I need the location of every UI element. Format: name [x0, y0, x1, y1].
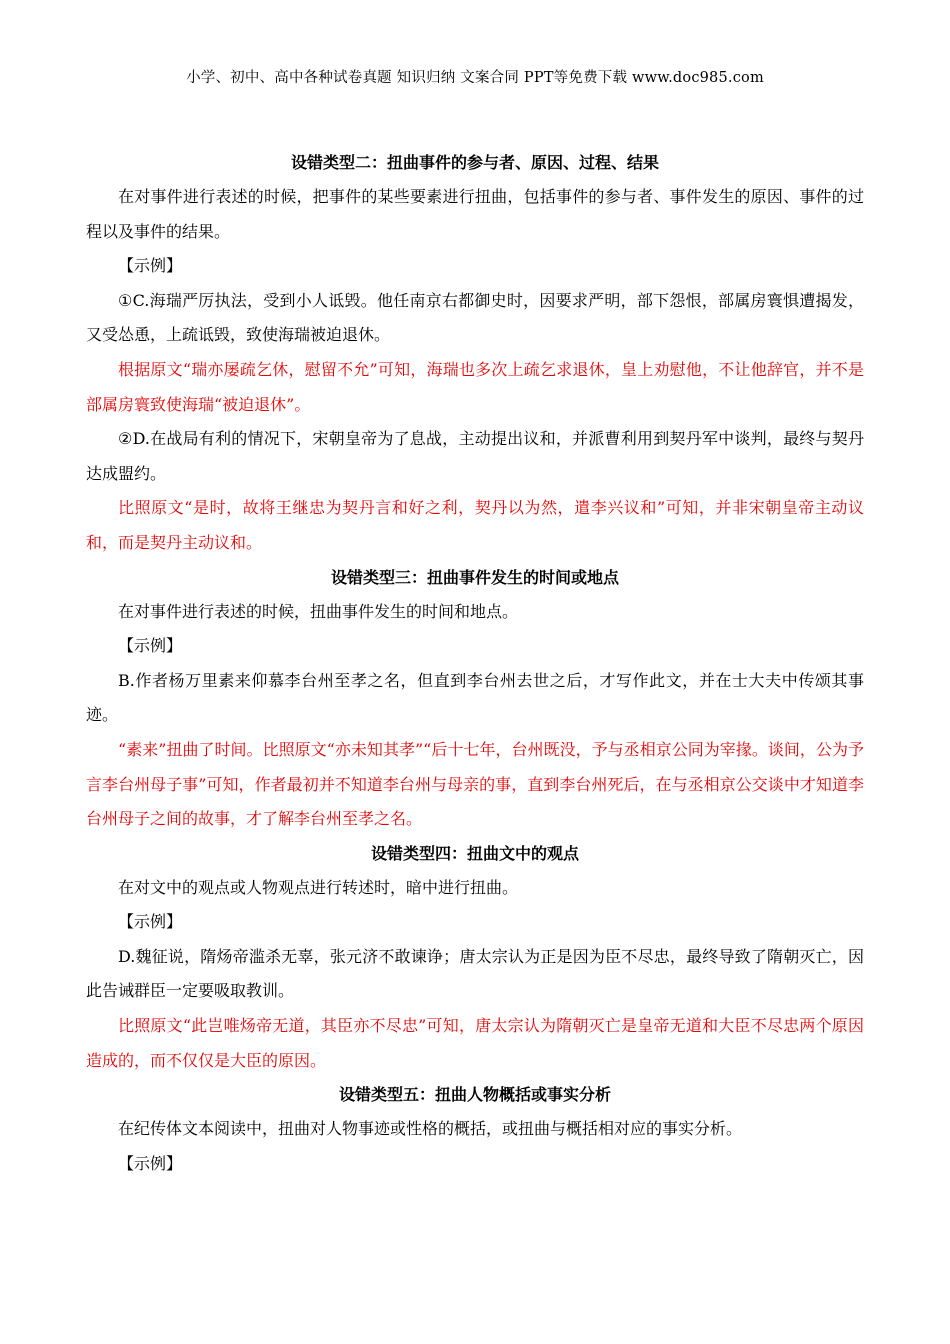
section-type-2 — [86, 146, 864, 561]
example-analysis: 比照原文“此岂唯炀帝无道，其臣亦不尽忠”可知，唐太宗认为隋朝灭亡是皇帝无道和大臣不尽忠两个原因造成的，而不仅仅是大臣的原因。 — [86, 1016, 864, 1070]
example-label: 【示例】 — [118, 256, 183, 276]
example-statement: ②D.在战局有利的情况下，宋朝皇帝为了息战，主动提出议和，并派曹利用到契丹军中谈判，最终与契丹达成盟约。 — [86, 429, 864, 483]
example-statement: ①C.海瑞严厉执法，受到小人诋毁。他任南京右都御史时，因要求严明，部下怨恨，部属房寰惧遭揭发，又受怂恿，上疏诋毁，致使海瑞被迫退休。 — [86, 290, 864, 345]
example-analysis: “素来”扭曲了时间。比照原文“亦未知其孝”“后十七年，台州既没，予与丞相京公同为宰掾。谈间，公为予言李台州母子事”可知，作者最初并不知道李台州与母亲的事，直到李台州死后，在与丞相京公交谈中才知道李台州母子之间的故事，才了解李台州至孝之名。 — [86, 739, 864, 829]
section-intro: 在对事件进行表述的时候，扭曲事件发生的时间和地点。 — [118, 601, 519, 621]
section-type-4 — [86, 837, 864, 1079]
section-intro: 在对文中的观点或人物观点进行转述时，暗中进行扭曲。 — [118, 877, 519, 897]
section-title: 设错类型三：扭曲事件发生的时间或地点 — [330, 567, 619, 587]
example-label: 【示例】 — [118, 636, 183, 656]
section-intro: 在对事件进行表述的时候，把事件的某些要素进行扭曲，包括事件的参与者、事件发生的原因、事件的过程以及事件的结果。 — [86, 187, 864, 241]
example-analysis: 比照原文“是时，故将王继忠为契丹言和好之利，契丹以为然，遣李兴议和”可知，并非宋朝皇帝主动议和，而是契丹主动议和。 — [86, 498, 864, 552]
section-type-5 — [86, 1078, 864, 1181]
document-body — [86, 146, 864, 1181]
section-intro: 在纪传体文本阅读中，扭曲对人物事迹或性格的概括，或扭曲与概括相对应的事实分析。 — [118, 1119, 743, 1139]
section-title: 设错类型四：扭曲文中的观点 — [370, 843, 579, 863]
site-header: 小学、初中、高中各种试卷真题 知识归纳 文案合同 PPT等免费下载 www.doc985.com — [186, 70, 764, 86]
section-title: 设错类型五：扭曲人物概括或事实分析 — [338, 1085, 611, 1105]
example-statement: D.魏征说，隋炀帝滥杀无辜，张元济不敢谏诤；唐太宗认为正是因为臣不尽忠，最终导致了隋朝灭亡，因此告诫群臣一定要吸取教训。 — [86, 946, 864, 1001]
example-statement: B.作者杨万里素来仰慕李台州至孝之名，但直到李台州去世之后，才写作此文，并在士大夫中传颂其事迹。 — [86, 670, 864, 725]
example-label: 【示例】 — [118, 912, 183, 932]
example-analysis: 根据原文“瑞亦屡疏乞休，慰留不允”可知，海瑞也多次上疏乞求退休，皇上劝慰他，不让他辞官，并不是部属房寰致使海瑞“被迫退休”。 — [86, 359, 864, 414]
section-type-3 — [86, 561, 864, 837]
example-label: 【示例】 — [118, 1153, 183, 1173]
section-title: 设错类型二：扭曲事件的参与者、原因、过程、结果 — [290, 153, 659, 172]
